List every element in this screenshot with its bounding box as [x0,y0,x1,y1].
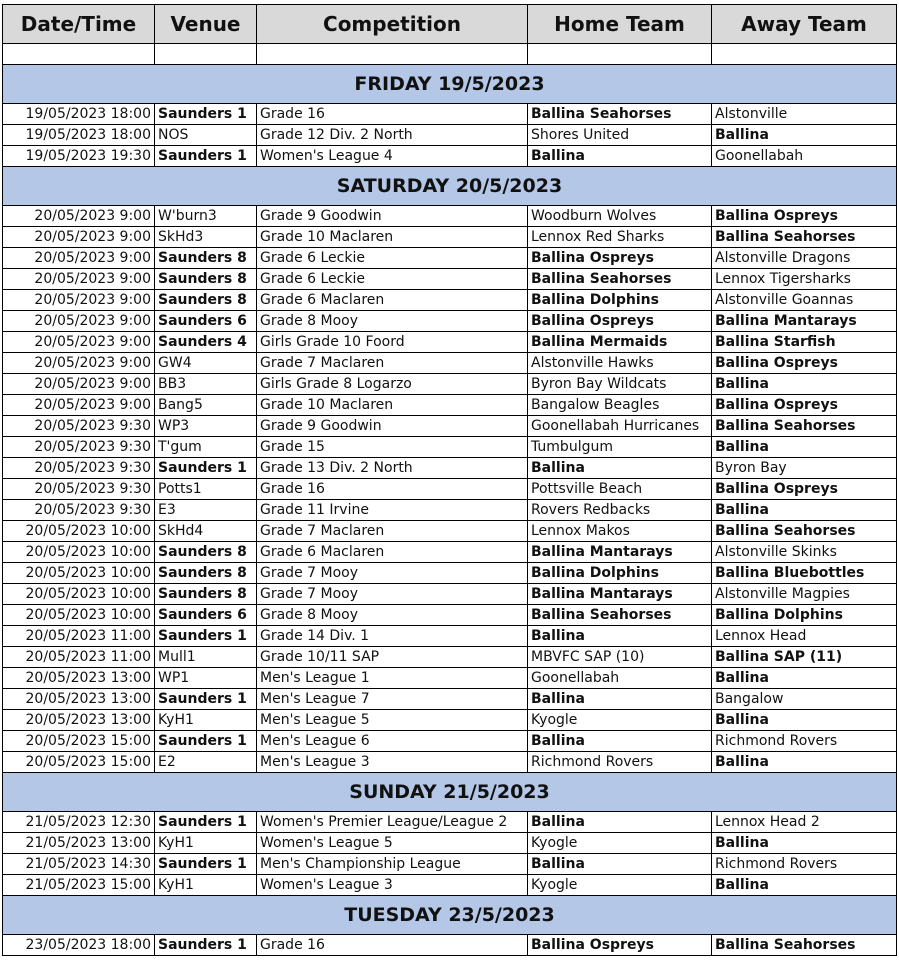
away-team-cell: Ballina Seahorses [712,521,897,542]
date-time-cell: 20/05/2023 11:00 [3,647,155,668]
home-team-cell: Richmond Rovers [528,752,712,773]
date-time-cell: 20/05/2023 9:00 [3,353,155,374]
fixture-row [3,626,897,647]
competition-cell: Men's Championship League [257,854,528,875]
blank-cell [712,44,897,65]
blank-cell [155,44,257,65]
competition-cell: Grade 6 Maclaren [257,542,528,563]
date-time-cell: 21/05/2023 13:00 [3,833,155,854]
day-title: SATURDAY 20/5/2023 [3,167,897,206]
venue-cell: Saunders 1 [155,146,257,167]
competition-cell: Grade 10/11 SAP [257,647,528,668]
away-team-cell: Ballina [712,875,897,896]
fixture-row [3,269,897,290]
away-team-cell: Ballina Seahorses [712,935,897,956]
day-title: SUNDAY 21/5/2023 [3,773,897,812]
venue-cell: Bang5 [155,395,257,416]
away-team-cell: Ballina Starfish [712,332,897,353]
competition-cell: Grade 14 Div. 1 [257,626,528,647]
home-team-cell: Ballina Ospreys [528,248,712,269]
date-time-cell: 20/05/2023 9:00 [3,395,155,416]
fixture-row [3,812,897,833]
header-home-team: Home Team [528,5,712,44]
away-team-cell: Richmond Rovers [712,731,897,752]
fixture-row [3,458,897,479]
away-team-cell: Ballina SAP (11) [712,647,897,668]
competition-cell: Grade 8 Mooy [257,311,528,332]
home-team-cell: Ballina [528,626,712,647]
competition-cell: Women's League 3 [257,875,528,896]
fixture-row [3,416,897,437]
blank-cell [257,44,528,65]
away-team-cell: Lennox Head 2 [712,812,897,833]
venue-cell: E3 [155,500,257,521]
date-time-cell: 20/05/2023 9:00 [3,374,155,395]
home-team-cell: Ballina Seahorses [528,605,712,626]
date-time-cell: 20/05/2023 9:00 [3,227,155,248]
venue-cell: E2 [155,752,257,773]
home-team-cell: Ballina Ospreys [528,935,712,956]
blank-cell [528,44,712,65]
home-team-cell: Lennox Red Sharks [528,227,712,248]
home-team-cell: Ballina [528,854,712,875]
date-time-cell: 20/05/2023 9:30 [3,458,155,479]
competition-cell: Grade 6 Maclaren [257,290,528,311]
fixture-row [3,584,897,605]
home-team-cell: Kyogle [528,875,712,896]
home-team-cell: Kyogle [528,833,712,854]
competition-cell: Grade 16 [257,104,528,125]
venue-cell: Saunders 6 [155,605,257,626]
venue-cell: Saunders 8 [155,542,257,563]
fixture-table [2,4,897,956]
fixture-row [3,833,897,854]
competition-cell: Men's League 1 [257,668,528,689]
fixture-row [3,206,897,227]
fixture-row [3,854,897,875]
competition-cell: Grade 15 [257,437,528,458]
competition-cell: Grade 8 Mooy [257,605,528,626]
venue-cell: Saunders 1 [155,458,257,479]
header-venue: Venue [155,5,257,44]
venue-cell: Saunders 8 [155,269,257,290]
date-time-cell: 20/05/2023 9:30 [3,437,155,458]
away-team-cell: Richmond Rovers [712,854,897,875]
home-team-cell: Ballina [528,812,712,833]
away-team-cell: Ballina [712,437,897,458]
fixture-row [3,689,897,710]
fixture-row [3,248,897,269]
venue-cell: NOS [155,125,257,146]
away-team-cell: Ballina [712,500,897,521]
fixture-row [3,353,897,374]
venue-cell: Saunders 1 [155,689,257,710]
away-team-cell: Alstonville Goannas [712,290,897,311]
date-time-cell: 20/05/2023 9:00 [3,332,155,353]
fixture-row [3,647,897,668]
home-team-cell: Goonellabah [528,668,712,689]
home-team-cell: Ballina [528,689,712,710]
home-team-cell: Shores United [528,125,712,146]
competition-cell: Grade 12 Div. 2 North [257,125,528,146]
fixture-row [3,125,897,146]
competition-cell: Grade 16 [257,935,528,956]
away-team-cell: Bangalow [712,689,897,710]
day-section-header [3,896,897,935]
fixture-row [3,875,897,896]
fixture-row [3,395,897,416]
competition-cell: Grade 11 Irvine [257,500,528,521]
date-time-cell: 19/05/2023 19:30 [3,146,155,167]
fixture-row [3,605,897,626]
away-team-cell: Ballina [712,668,897,689]
away-team-cell: Ballina Ospreys [712,479,897,500]
competition-cell: Grade 16 [257,479,528,500]
fixture-row [3,479,897,500]
date-time-cell: 20/05/2023 13:00 [3,668,155,689]
fixture-row [3,500,897,521]
date-time-cell: 20/05/2023 15:00 [3,752,155,773]
date-time-cell: 20/05/2023 13:00 [3,710,155,731]
competition-cell: Grade 6 Leckie [257,248,528,269]
competition-cell: Men's League 6 [257,731,528,752]
home-team-cell: Tumbulgum [528,437,712,458]
away-team-cell: Ballina [712,710,897,731]
away-team-cell: Ballina Ospreys [712,353,897,374]
fixture-row [3,752,897,773]
venue-cell: WP1 [155,668,257,689]
venue-cell: Saunders 1 [155,854,257,875]
day-section-header [3,773,897,812]
venue-cell: Saunders 1 [155,104,257,125]
home-team-cell: Goonellabah Hurricanes [528,416,712,437]
date-time-cell: 20/05/2023 9:00 [3,248,155,269]
venue-cell: SkHd4 [155,521,257,542]
home-team-cell: Bangalow Beagles [528,395,712,416]
home-team-cell: Ballina Dolphins [528,563,712,584]
date-time-cell: 20/05/2023 9:30 [3,416,155,437]
fixture-row [3,542,897,563]
date-time-cell: 21/05/2023 12:30 [3,812,155,833]
fixture-row [3,935,897,956]
competition-cell: Women's Premier League/League 2 [257,812,528,833]
home-team-cell: Ballina [528,731,712,752]
venue-cell: Saunders 6 [155,311,257,332]
home-team-cell: Kyogle [528,710,712,731]
venue-cell: WP3 [155,416,257,437]
blank-cell [3,44,155,65]
date-time-cell: 20/05/2023 10:00 [3,521,155,542]
away-team-cell: Ballina [712,125,897,146]
day-title: FRIDAY 19/5/2023 [3,65,897,104]
fixture-row [3,227,897,248]
header-row [3,5,897,44]
venue-cell: Saunders 4 [155,332,257,353]
venue-cell: Saunders 1 [155,626,257,647]
date-time-cell: 20/05/2023 15:00 [3,731,155,752]
competition-cell: Grade 9 Goodwin [257,206,528,227]
away-team-cell: Alstonville Dragons [712,248,897,269]
venue-cell: BB3 [155,374,257,395]
venue-cell: Saunders 1 [155,812,257,833]
competition-cell: Grade 7 Mooy [257,563,528,584]
home-team-cell: Ballina [528,146,712,167]
home-team-cell: Ballina Seahorses [528,104,712,125]
date-time-cell: 20/05/2023 10:00 [3,542,155,563]
date-time-cell: 20/05/2023 9:00 [3,290,155,311]
venue-cell: KyH1 [155,833,257,854]
date-time-cell: 20/05/2023 10:00 [3,563,155,584]
competition-cell: Grade 9 Goodwin [257,416,528,437]
venue-cell: SkHd3 [155,227,257,248]
away-team-cell: Ballina Ospreys [712,395,897,416]
home-team-cell: Ballina Mantarays [528,584,712,605]
away-team-cell: Ballina Seahorses [712,416,897,437]
date-time-cell: 20/05/2023 10:00 [3,605,155,626]
date-time-cell: 20/05/2023 11:00 [3,626,155,647]
away-team-cell: Goonellabah [712,146,897,167]
date-time-cell: 20/05/2023 13:00 [3,689,155,710]
fixture-row [3,563,897,584]
home-team-cell: Byron Bay Wildcats [528,374,712,395]
header-away-team: Away Team [712,5,897,44]
fixture-row [3,290,897,311]
away-team-cell: Ballina [712,374,897,395]
away-team-cell: Ballina Ospreys [712,206,897,227]
fixture-row [3,146,897,167]
competition-cell: Women's League 4 [257,146,528,167]
competition-cell: Men's League 3 [257,752,528,773]
home-team-cell: Rovers Redbacks [528,500,712,521]
venue-cell: Mull1 [155,647,257,668]
date-time-cell: 20/05/2023 9:00 [3,206,155,227]
away-team-cell: Ballina [712,752,897,773]
competition-cell: Women's League 5 [257,833,528,854]
home-team-cell: Ballina Mermaids [528,332,712,353]
date-time-cell: 20/05/2023 9:00 [3,269,155,290]
venue-cell: Saunders 8 [155,290,257,311]
venue-cell: Potts1 [155,479,257,500]
competition-cell: Grade 13 Div. 2 North [257,458,528,479]
venue-cell: Saunders 8 [155,584,257,605]
venue-cell: Saunders 8 [155,563,257,584]
home-team-cell: Ballina Seahorses [528,269,712,290]
away-team-cell: Ballina Bluebottles [712,563,897,584]
away-team-cell: Byron Bay [712,458,897,479]
home-team-cell: Woodburn Wolves [528,206,712,227]
fixture-body [3,44,897,956]
date-time-cell: 20/05/2023 10:00 [3,584,155,605]
away-team-cell: Ballina Mantarays [712,311,897,332]
venue-cell: Saunders 1 [155,935,257,956]
date-time-cell: 21/05/2023 15:00 [3,875,155,896]
venue-cell: GW4 [155,353,257,374]
away-team-cell: Alstonville Skinks [712,542,897,563]
away-team-cell: Alstonville [712,104,897,125]
venue-cell: Saunders 8 [155,248,257,269]
day-section-header [3,167,897,206]
fixture-row [3,710,897,731]
fixture-row [3,668,897,689]
date-time-cell: 21/05/2023 14:30 [3,854,155,875]
away-team-cell: Ballina Seahorses [712,227,897,248]
header-competition: Competition [257,5,528,44]
fixture-row [3,104,897,125]
date-time-cell: 20/05/2023 9:30 [3,479,155,500]
away-team-cell: Ballina Dolphins [712,605,897,626]
venue-cell: T'gum [155,437,257,458]
away-team-cell: Lennox Head [712,626,897,647]
date-time-cell: 23/05/2023 18:00 [3,935,155,956]
date-time-cell: 20/05/2023 9:00 [3,311,155,332]
away-team-cell: Alstonville Magpies [712,584,897,605]
competition-cell: Grade 7 Maclaren [257,353,528,374]
competition-cell: Girls Grade 8 Logarzo [257,374,528,395]
day-title: TUESDAY 23/5/2023 [3,896,897,935]
day-section-header [3,65,897,104]
competition-cell: Men's League 5 [257,710,528,731]
home-team-cell: Alstonville Hawks [528,353,712,374]
competition-cell: Grade 10 Maclaren [257,227,528,248]
competition-cell: Men's League 7 [257,689,528,710]
venue-cell: W'burn3 [155,206,257,227]
fixture-row [3,521,897,542]
venue-cell: KyH1 [155,710,257,731]
venue-cell: Saunders 1 [155,731,257,752]
competition-cell: Grade 10 Maclaren [257,395,528,416]
fixture-row [3,731,897,752]
home-team-cell: Pottsville Beach [528,479,712,500]
home-team-cell: Lennox Makos [528,521,712,542]
fixture-row [3,332,897,353]
competition-cell: Grade 6 Leckie [257,269,528,290]
home-team-cell: Ballina Ospreys [528,311,712,332]
competition-cell: Grade 7 Mooy [257,584,528,605]
fixture-row [3,311,897,332]
fixture-row [3,374,897,395]
away-team-cell: Ballina [712,833,897,854]
competition-cell: Girls Grade 10 Foord [257,332,528,353]
home-team-cell: MBVFC SAP (10) [528,647,712,668]
away-team-cell: Lennox Tigersharks [712,269,897,290]
header-date-time: Date/Time [3,5,155,44]
venue-cell: KyH1 [155,875,257,896]
home-team-cell: Ballina [528,458,712,479]
competition-cell: Grade 7 Maclaren [257,521,528,542]
date-time-cell: 19/05/2023 18:00 [3,125,155,146]
date-time-cell: 20/05/2023 9:30 [3,500,155,521]
fixture-row [3,437,897,458]
blank-row [3,44,897,65]
date-time-cell: 19/05/2023 18:00 [3,104,155,125]
home-team-cell: Ballina Mantarays [528,542,712,563]
home-team-cell: Ballina Dolphins [528,290,712,311]
